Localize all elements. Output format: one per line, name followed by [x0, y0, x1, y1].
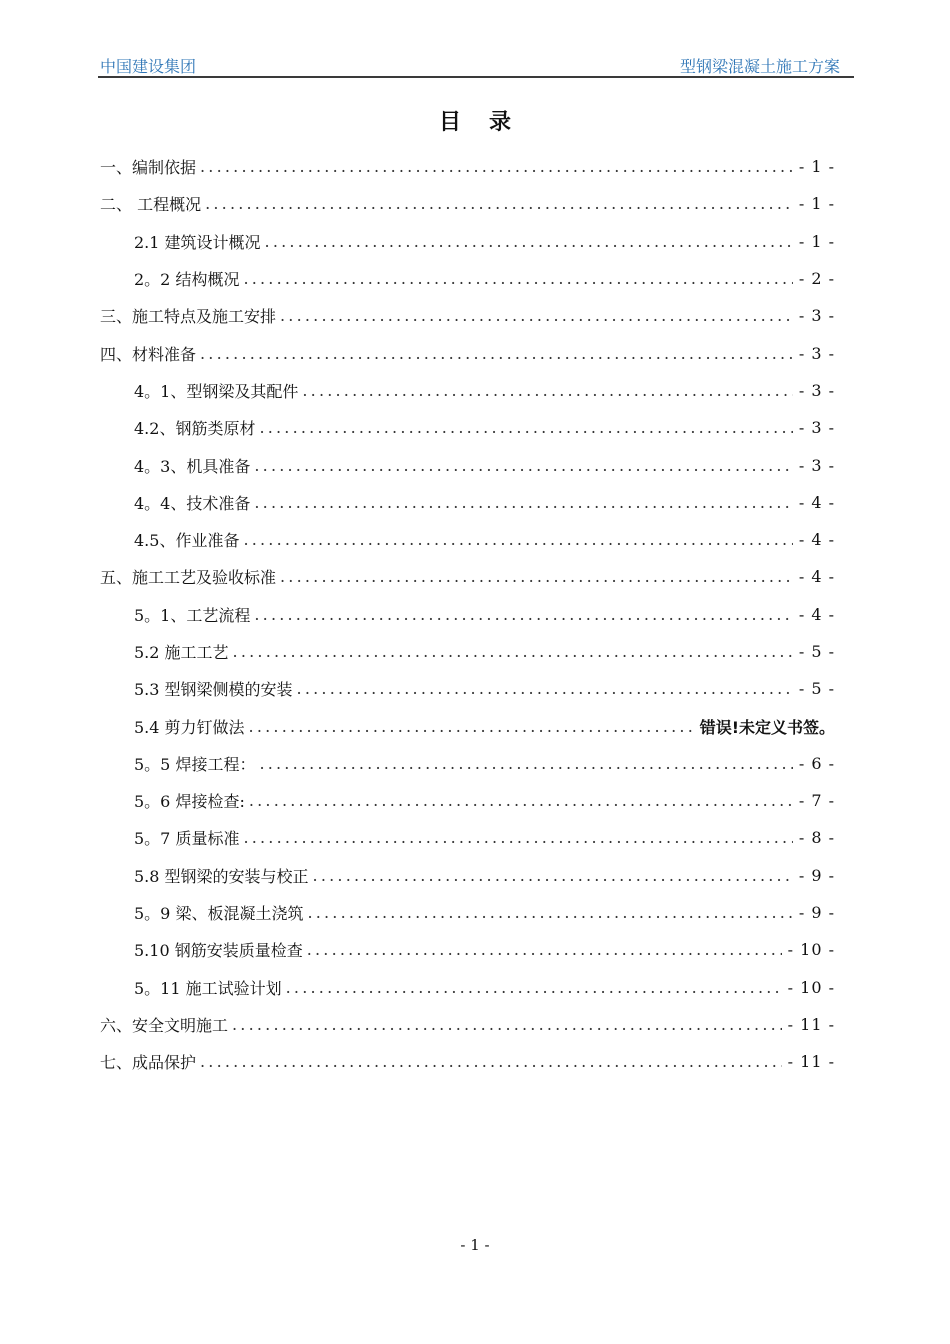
toc-leader-dots	[200, 344, 793, 363]
toc-entry-label: 5.8 型钢梁的安装与校正	[134, 866, 309, 886]
toc-leader-dots	[307, 940, 782, 959]
toc-entry-label: 5.10 钢筋安装质量检查	[134, 941, 303, 961]
toc-entry[interactable]	[100, 372, 835, 409]
toc-leader-dots	[200, 1052, 782, 1071]
toc-leader-dots	[307, 903, 792, 922]
toc-entry-label: 4。3、机具准备	[134, 456, 251, 476]
toc-leader-dots	[200, 157, 793, 176]
toc-entry-page: - 9 -	[798, 865, 835, 885]
toc-leader-dots	[297, 679, 793, 698]
toc-entry[interactable]	[100, 185, 835, 222]
toc-entry-label: 5。11 施工试验计划	[134, 978, 282, 998]
toc-leader-dots	[254, 456, 792, 475]
toc-entry[interactable]	[100, 1043, 835, 1080]
toc-entry[interactable]	[100, 558, 835, 595]
toc-entry-page: - 6 -	[798, 753, 835, 773]
toc-leader-dots	[286, 978, 782, 997]
toc-entry-page: - 9 -	[798, 903, 835, 923]
toc-entry[interactable]	[100, 969, 835, 1006]
header-document-title: 型钢梁混凝土施工方案	[679, 57, 840, 76]
toc-entry[interactable]	[100, 484, 835, 521]
toc-leader-dots	[232, 1015, 782, 1034]
toc-leader-dots	[249, 791, 793, 810]
toc-entry-label: 四、材料准备	[100, 344, 197, 364]
toc-entry-page: - 3 -	[798, 343, 835, 363]
toc-entry-page: - 8 -	[798, 828, 835, 848]
toc-entry-page: - 3 -	[798, 455, 835, 475]
toc-entry-page: - 4 -	[798, 604, 835, 624]
toc-entry-page: - 3 -	[798, 380, 835, 400]
toc-entry[interactable]	[100, 894, 835, 931]
toc-entry[interactable]	[100, 148, 835, 185]
toc-entry[interactable]	[100, 1006, 835, 1043]
toc-entry[interactable]	[100, 745, 835, 782]
toc-leader-dots	[313, 866, 793, 885]
toc-entry-label: 5。9 梁、板混凝土浇筑	[134, 904, 304, 924]
toc-entry[interactable]	[100, 334, 835, 371]
page-header	[98, 52, 854, 78]
header-company: 中国建设集团	[100, 57, 197, 76]
toc-entry[interactable]	[100, 223, 835, 260]
toc-leader-dots	[280, 306, 793, 325]
toc-leader-dots	[280, 567, 793, 586]
toc-entry-label: 4.5、作业准备	[134, 531, 240, 551]
toc-leader-dots	[205, 194, 793, 213]
toc-entry-page: - 2 -	[798, 269, 835, 289]
toc-entry[interactable]	[100, 260, 835, 297]
toc-entry-label: 4。4、技术准备	[134, 493, 251, 513]
toc-leader-dots	[243, 269, 792, 288]
toc-entry[interactable]	[100, 857, 835, 894]
toc-leader-dots	[259, 754, 792, 773]
toc-entry[interactable]	[100, 297, 835, 334]
toc-entry-label: 一、编制依据	[100, 158, 197, 178]
toc-entry[interactable]	[100, 633, 835, 670]
toc-entry-label: 5.4 剪力钉做法	[134, 717, 245, 737]
toc-entry-page: - 3 -	[798, 418, 835, 438]
toc-entry-label: 三、施工特点及施工安排	[100, 307, 277, 327]
toc-leader-dots	[249, 717, 694, 736]
toc-entry-label: 二、 工程概况	[100, 195, 202, 215]
toc-leader-dots	[259, 418, 792, 437]
toc-entry[interactable]	[100, 931, 835, 968]
table-of-contents	[100, 148, 835, 1080]
toc-entry-page: - 1 -	[798, 194, 835, 214]
toc-entry-label: 5.3 型钢梁侧模的安装	[134, 680, 293, 700]
toc-entry-label: 七、成品保护	[100, 1053, 197, 1073]
toc-entry-page: - 3 -	[798, 306, 835, 326]
toc-entry-page: - 4 -	[798, 567, 835, 587]
toc-entry-label: 五、施工工艺及验收标准	[100, 568, 277, 588]
toc-entry-page: - 4 -	[798, 530, 835, 550]
page-number: - 1 -	[460, 1236, 490, 1254]
toc-entry-error-text: 错误!未定义书签。	[699, 717, 835, 737]
toc-entry[interactable]	[100, 596, 835, 633]
toc-entry-page: - 11 -	[787, 1014, 835, 1034]
toc-leader-dots	[243, 530, 792, 549]
toc-entry[interactable]	[100, 782, 835, 819]
toc-entry[interactable]	[100, 707, 835, 744]
toc-leader-dots	[233, 642, 793, 661]
toc-entry-page: - 5 -	[798, 642, 835, 661]
toc-entry-label: 4.2、钢筋类原材	[134, 419, 256, 439]
toc-entry-label: 2.1 建筑设计概况	[134, 232, 261, 252]
toc-entry-label: 5。1、工艺流程	[134, 605, 251, 625]
toc-entry-label: 六、安全文明施工	[100, 1015, 229, 1035]
toc-entry-page: - 5 -	[798, 679, 835, 699]
toc-leader-dots	[302, 381, 792, 400]
toc-entry[interactable]	[100, 670, 835, 707]
toc-entry[interactable]	[100, 521, 835, 558]
toc-leader-dots	[254, 493, 792, 512]
toc-entry-page: - 1 -	[798, 231, 835, 251]
toc-entry[interactable]	[100, 409, 835, 446]
toc-entry-label: 2。2 结构概况	[134, 270, 240, 290]
toc-entry-page: - 4 -	[798, 492, 835, 512]
toc-entry-label: 5。6 焊接检查:	[134, 792, 245, 812]
toc-entry[interactable]	[100, 446, 835, 483]
toc-leader-dots	[254, 605, 792, 624]
toc-entry-page: - 10 -	[787, 940, 835, 960]
toc-entry-page: - 11 -	[787, 1052, 835, 1072]
toc-entry-page: - 1 -	[798, 157, 835, 177]
toc-entry-label: 5.2 施工工艺	[134, 643, 229, 662]
toc-entry[interactable]	[100, 819, 835, 856]
toc-title: 目录	[438, 109, 539, 135]
toc-leader-dots	[243, 828, 792, 847]
toc-entry-label: 4。1、型钢梁及其配件	[134, 381, 299, 401]
toc-entry-page: - 10 -	[787, 977, 835, 997]
toc-entry-label: 5。5 焊接工程：	[134, 754, 256, 774]
toc-entry-label: 5。7 质量标准	[134, 829, 240, 849]
toc-entry-page: - 7 -	[798, 791, 835, 811]
toc-leader-dots	[265, 232, 793, 251]
